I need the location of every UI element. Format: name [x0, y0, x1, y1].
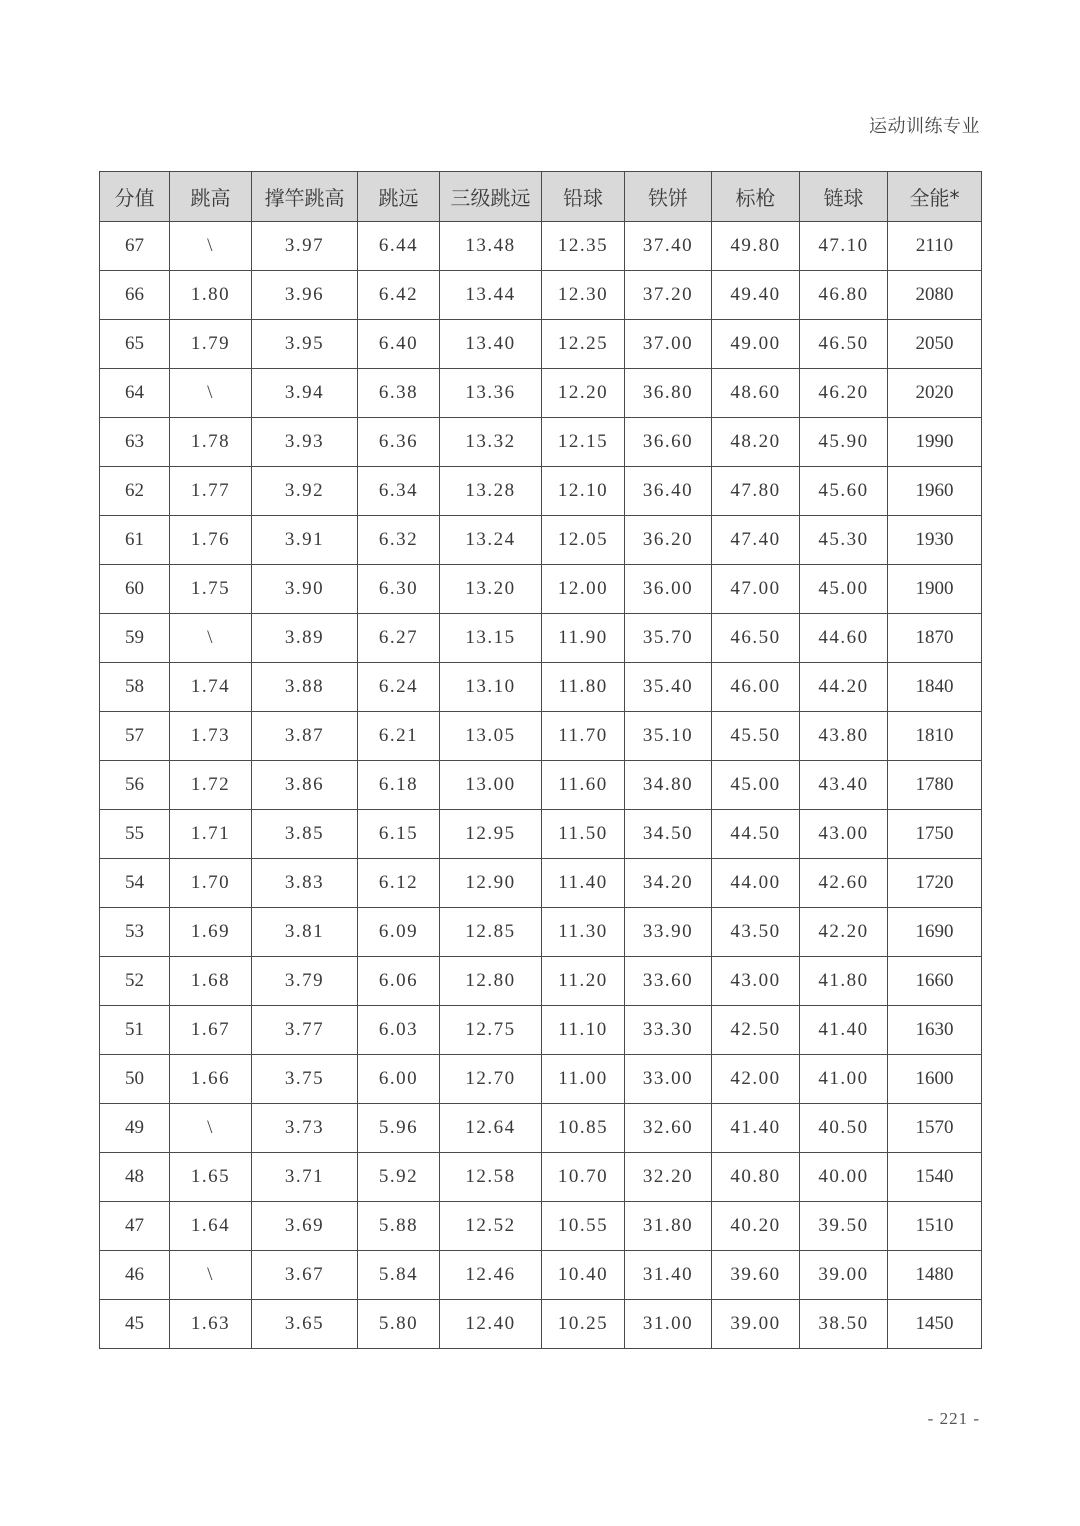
- cell-score: 48: [100, 1153, 170, 1202]
- cell-pole-vault: 3.85: [252, 810, 358, 859]
- cell-javelin: 39.00: [712, 1300, 800, 1349]
- cell-hammer: 40.50: [800, 1104, 888, 1153]
- cell-high-jump: 1.65: [170, 1153, 252, 1202]
- cell-long-jump: 5.84: [358, 1251, 440, 1300]
- cell-shot-put: 11.60: [542, 761, 625, 810]
- column-header-javelin: 标枪: [712, 172, 800, 222]
- running-header-title: 运动训练专业: [869, 116, 980, 137]
- cell-shot-put: 12.20: [542, 369, 625, 418]
- cell-shot-put: 12.30: [542, 271, 625, 320]
- cell-long-jump: 6.09: [358, 908, 440, 957]
- cell-javelin: 47.00: [712, 565, 800, 614]
- cell-combined-events: 1720: [888, 859, 982, 908]
- cell-combined-events: 1450: [888, 1300, 982, 1349]
- table-row: [100, 1300, 982, 1349]
- cell-triple-jump: 13.05: [440, 712, 542, 761]
- cell-long-jump: 6.12: [358, 859, 440, 908]
- cell-combined-events: 1900: [888, 565, 982, 614]
- cell-combined-events: 1780: [888, 761, 982, 810]
- cell-long-jump: 6.21: [358, 712, 440, 761]
- table-row: [100, 222, 982, 271]
- cell-hammer: 38.50: [800, 1300, 888, 1349]
- cell-score: 60: [100, 565, 170, 614]
- table-row: [100, 1006, 982, 1055]
- cell-hammer: 39.00: [800, 1251, 888, 1300]
- cell-score: 45: [100, 1300, 170, 1349]
- cell-discus: 36.60: [625, 418, 712, 467]
- cell-long-jump: 6.30: [358, 565, 440, 614]
- table-row: [100, 908, 982, 957]
- cell-javelin: 41.40: [712, 1104, 800, 1153]
- cell-pole-vault: 3.71: [252, 1153, 358, 1202]
- cell-long-jump: 6.15: [358, 810, 440, 859]
- cell-high-jump: 1.75: [170, 565, 252, 614]
- cell-javelin: 39.60: [712, 1251, 800, 1300]
- table-row: [100, 1104, 982, 1153]
- cell-discus: 37.00: [625, 320, 712, 369]
- cell-combined-events: 1510: [888, 1202, 982, 1251]
- cell-long-jump: 6.44: [358, 222, 440, 271]
- cell-hammer: 41.80: [800, 957, 888, 1006]
- cell-pole-vault: 3.87: [252, 712, 358, 761]
- cell-long-jump: 6.32: [358, 516, 440, 565]
- cell-long-jump: 6.38: [358, 369, 440, 418]
- cell-pole-vault: 3.86: [252, 761, 358, 810]
- cell-discus: 31.00: [625, 1300, 712, 1349]
- cell-long-jump: 5.80: [358, 1300, 440, 1349]
- cell-javelin: 40.20: [712, 1202, 800, 1251]
- cell-combined-events: 1810: [888, 712, 982, 761]
- cell-pole-vault: 3.88: [252, 663, 358, 712]
- cell-shot-put: 11.30: [542, 908, 625, 957]
- cell-pole-vault: 3.75: [252, 1055, 358, 1104]
- table-row: [100, 1055, 982, 1104]
- cell-javelin: 49.40: [712, 271, 800, 320]
- cell-javelin: 47.40: [712, 516, 800, 565]
- cell-pole-vault: 3.95: [252, 320, 358, 369]
- cell-shot-put: 12.35: [542, 222, 625, 271]
- header-row: [100, 172, 982, 222]
- cell-high-jump: 1.77: [170, 467, 252, 516]
- table-row: [100, 712, 982, 761]
- cell-shot-put: 11.50: [542, 810, 625, 859]
- cell-shot-put: 11.10: [542, 1006, 625, 1055]
- cell-long-jump: 6.27: [358, 614, 440, 663]
- cell-hammer: 44.60: [800, 614, 888, 663]
- cell-pole-vault: 3.73: [252, 1104, 358, 1153]
- cell-shot-put: 11.20: [542, 957, 625, 1006]
- cell-score: 66: [100, 271, 170, 320]
- cell-long-jump: 5.92: [358, 1153, 440, 1202]
- cell-long-jump: 5.88: [358, 1202, 440, 1251]
- cell-hammer: 44.20: [800, 663, 888, 712]
- cell-shot-put: 11.70: [542, 712, 625, 761]
- cell-high-jump: \: [170, 614, 252, 663]
- cell-triple-jump: 12.64: [440, 1104, 542, 1153]
- cell-discus: 33.90: [625, 908, 712, 957]
- cell-combined-events: 1540: [888, 1153, 982, 1202]
- table-row: [100, 859, 982, 908]
- cell-hammer: 42.60: [800, 859, 888, 908]
- cell-triple-jump: 12.52: [440, 1202, 542, 1251]
- cell-triple-jump: 12.58: [440, 1153, 542, 1202]
- cell-shot-put: 11.00: [542, 1055, 625, 1104]
- table-row: [100, 418, 982, 467]
- cell-discus: 36.80: [625, 369, 712, 418]
- cell-hammer: 41.00: [800, 1055, 888, 1104]
- cell-score: 67: [100, 222, 170, 271]
- cell-pole-vault: 3.77: [252, 1006, 358, 1055]
- cell-triple-jump: 13.32: [440, 418, 542, 467]
- cell-long-jump: 6.42: [358, 271, 440, 320]
- cell-pole-vault: 3.90: [252, 565, 358, 614]
- cell-long-jump: 6.03: [358, 1006, 440, 1055]
- cell-long-jump: 6.06: [358, 957, 440, 1006]
- cell-score: 57: [100, 712, 170, 761]
- cell-combined-events: 2020: [888, 369, 982, 418]
- cell-discus: 36.00: [625, 565, 712, 614]
- cell-triple-jump: 13.10: [440, 663, 542, 712]
- cell-pole-vault: 3.69: [252, 1202, 358, 1251]
- cell-triple-jump: 13.24: [440, 516, 542, 565]
- cell-combined-events: 1960: [888, 467, 982, 516]
- table-row: [100, 810, 982, 859]
- cell-long-jump: 6.36: [358, 418, 440, 467]
- cell-pole-vault: 3.81: [252, 908, 358, 957]
- cell-combined-events: 2050: [888, 320, 982, 369]
- cell-hammer: 43.40: [800, 761, 888, 810]
- cell-combined-events: 1480: [888, 1251, 982, 1300]
- cell-hammer: 43.80: [800, 712, 888, 761]
- cell-hammer: 46.50: [800, 320, 888, 369]
- cell-shot-put: 12.05: [542, 516, 625, 565]
- cell-discus: 34.20: [625, 859, 712, 908]
- cell-discus: 35.70: [625, 614, 712, 663]
- column-header-long-jump: 跳远: [358, 172, 440, 222]
- cell-high-jump: 1.76: [170, 516, 252, 565]
- cell-discus: 34.80: [625, 761, 712, 810]
- table-row: [100, 1153, 982, 1202]
- cell-pole-vault: 3.79: [252, 957, 358, 1006]
- cell-triple-jump: 12.40: [440, 1300, 542, 1349]
- cell-high-jump: 1.66: [170, 1055, 252, 1104]
- cell-long-jump: 6.18: [358, 761, 440, 810]
- cell-discus: 33.00: [625, 1055, 712, 1104]
- cell-high-jump: 1.71: [170, 810, 252, 859]
- table-row: [100, 369, 982, 418]
- cell-javelin: 48.20: [712, 418, 800, 467]
- cell-pole-vault: 3.83: [252, 859, 358, 908]
- cell-score: 58: [100, 663, 170, 712]
- cell-score: 64: [100, 369, 170, 418]
- cell-long-jump: 6.00: [358, 1055, 440, 1104]
- cell-javelin: 45.00: [712, 761, 800, 810]
- column-header-shot-put: 铅球: [542, 172, 625, 222]
- cell-discus: 31.80: [625, 1202, 712, 1251]
- cell-long-jump: 6.34: [358, 467, 440, 516]
- cell-high-jump: 1.72: [170, 761, 252, 810]
- cell-combined-events: 1630: [888, 1006, 982, 1055]
- cell-combined-events: 1840: [888, 663, 982, 712]
- cell-score: 54: [100, 859, 170, 908]
- cell-high-jump: 1.74: [170, 663, 252, 712]
- cell-discus: 37.20: [625, 271, 712, 320]
- cell-shot-put: 12.10: [542, 467, 625, 516]
- cell-combined-events: 2080: [888, 271, 982, 320]
- cell-shot-put: 10.40: [542, 1251, 625, 1300]
- cell-hammer: 45.00: [800, 565, 888, 614]
- cell-score: 59: [100, 614, 170, 663]
- cell-pole-vault: 3.94: [252, 369, 358, 418]
- cell-pole-vault: 3.96: [252, 271, 358, 320]
- cell-score: 56: [100, 761, 170, 810]
- table-body: [100, 222, 982, 1349]
- cell-triple-jump: 12.90: [440, 859, 542, 908]
- cell-score: 46: [100, 1251, 170, 1300]
- cell-triple-jump: 13.48: [440, 222, 542, 271]
- cell-hammer: 41.40: [800, 1006, 888, 1055]
- table-row: [100, 957, 982, 1006]
- cell-high-jump: 1.63: [170, 1300, 252, 1349]
- cell-high-jump: 1.67: [170, 1006, 252, 1055]
- cell-high-jump: \: [170, 1251, 252, 1300]
- cell-shot-put: 11.90: [542, 614, 625, 663]
- cell-high-jump: 1.78: [170, 418, 252, 467]
- cell-shot-put: 12.25: [542, 320, 625, 369]
- cell-pole-vault: 3.97: [252, 222, 358, 271]
- cell-combined-events: 1870: [888, 614, 982, 663]
- cell-javelin: 42.00: [712, 1055, 800, 1104]
- cell-high-jump: 1.73: [170, 712, 252, 761]
- table-row: [100, 565, 982, 614]
- cell-pole-vault: 3.67: [252, 1251, 358, 1300]
- cell-discus: 32.20: [625, 1153, 712, 1202]
- cell-discus: 34.50: [625, 810, 712, 859]
- cell-javelin: 43.00: [712, 957, 800, 1006]
- cell-javelin: 45.50: [712, 712, 800, 761]
- cell-high-jump: \: [170, 222, 252, 271]
- cell-score: 47: [100, 1202, 170, 1251]
- column-header-high-jump: 跳高: [170, 172, 252, 222]
- cell-score: 49: [100, 1104, 170, 1153]
- cell-triple-jump: 12.95: [440, 810, 542, 859]
- cell-shot-put: 11.80: [542, 663, 625, 712]
- cell-high-jump: \: [170, 369, 252, 418]
- cell-javelin: 49.80: [712, 222, 800, 271]
- column-header-discus: 铁饼: [625, 172, 712, 222]
- column-header-score: 分值: [100, 172, 170, 222]
- cell-combined-events: 1750: [888, 810, 982, 859]
- cell-hammer: 46.80: [800, 271, 888, 320]
- table-row: [100, 614, 982, 663]
- column-header-hammer: 链球: [800, 172, 888, 222]
- cell-triple-jump: 12.46: [440, 1251, 542, 1300]
- cell-shot-put: 10.25: [542, 1300, 625, 1349]
- cell-score: 50: [100, 1055, 170, 1104]
- cell-combined-events: 1570: [888, 1104, 982, 1153]
- cell-triple-jump: 13.36: [440, 369, 542, 418]
- cell-combined-events: 1600: [888, 1055, 982, 1104]
- cell-combined-events: 1690: [888, 908, 982, 957]
- cell-discus: 33.60: [625, 957, 712, 1006]
- cell-discus: 36.20: [625, 516, 712, 565]
- cell-triple-jump: 13.15: [440, 614, 542, 663]
- cell-high-jump: 1.69: [170, 908, 252, 957]
- cell-score: 51: [100, 1006, 170, 1055]
- cell-long-jump: 5.96: [358, 1104, 440, 1153]
- cell-score: 53: [100, 908, 170, 957]
- cell-score: 61: [100, 516, 170, 565]
- cell-long-jump: 6.24: [358, 663, 440, 712]
- cell-triple-jump: 13.44: [440, 271, 542, 320]
- cell-javelin: 40.80: [712, 1153, 800, 1202]
- cell-shot-put: 10.85: [542, 1104, 625, 1153]
- cell-javelin: 48.60: [712, 369, 800, 418]
- cell-javelin: 46.50: [712, 614, 800, 663]
- cell-discus: 37.40: [625, 222, 712, 271]
- cell-high-jump: \: [170, 1104, 252, 1153]
- cell-combined-events: 1930: [888, 516, 982, 565]
- cell-javelin: 47.80: [712, 467, 800, 516]
- cell-triple-jump: 13.00: [440, 761, 542, 810]
- score-standards-table: [99, 171, 982, 1349]
- cell-discus: 31.40: [625, 1251, 712, 1300]
- cell-triple-jump: 12.80: [440, 957, 542, 1006]
- cell-pole-vault: 3.91: [252, 516, 358, 565]
- cell-combined-events: 2110: [888, 222, 982, 271]
- cell-hammer: 47.10: [800, 222, 888, 271]
- cell-hammer: 39.50: [800, 1202, 888, 1251]
- cell-discus: 35.10: [625, 712, 712, 761]
- cell-score: 65: [100, 320, 170, 369]
- cell-score: 62: [100, 467, 170, 516]
- cell-shot-put: 10.70: [542, 1153, 625, 1202]
- cell-triple-jump: 13.28: [440, 467, 542, 516]
- cell-high-jump: 1.68: [170, 957, 252, 1006]
- cell-javelin: 49.00: [712, 320, 800, 369]
- cell-hammer: 40.00: [800, 1153, 888, 1202]
- cell-triple-jump: 12.70: [440, 1055, 542, 1104]
- cell-long-jump: 6.40: [358, 320, 440, 369]
- table-row: [100, 271, 982, 320]
- table-row: [100, 467, 982, 516]
- table-row: [100, 320, 982, 369]
- cell-discus: 36.40: [625, 467, 712, 516]
- cell-pole-vault: 3.92: [252, 467, 358, 516]
- cell-discus: 35.40: [625, 663, 712, 712]
- page-number: - 221 -: [927, 1409, 980, 1428]
- cell-shot-put: 11.40: [542, 859, 625, 908]
- cell-high-jump: 1.80: [170, 271, 252, 320]
- cell-hammer: 45.90: [800, 418, 888, 467]
- column-header-triple-jump: 三级跳远: [440, 172, 542, 222]
- cell-hammer: 42.20: [800, 908, 888, 957]
- cell-shot-put: 10.55: [542, 1202, 625, 1251]
- table-row: [100, 516, 982, 565]
- table-row: [100, 761, 982, 810]
- cell-high-jump: 1.64: [170, 1202, 252, 1251]
- cell-hammer: 43.00: [800, 810, 888, 859]
- cell-javelin: 43.50: [712, 908, 800, 957]
- cell-shot-put: 12.15: [542, 418, 625, 467]
- cell-triple-jump: 12.85: [440, 908, 542, 957]
- cell-javelin: 44.50: [712, 810, 800, 859]
- cell-discus: 32.60: [625, 1104, 712, 1153]
- cell-high-jump: 1.70: [170, 859, 252, 908]
- cell-triple-jump: 13.20: [440, 565, 542, 614]
- cell-score: 52: [100, 957, 170, 1006]
- cell-pole-vault: 3.89: [252, 614, 358, 663]
- cell-score: 63: [100, 418, 170, 467]
- cell-hammer: 45.30: [800, 516, 888, 565]
- cell-javelin: 44.00: [712, 859, 800, 908]
- cell-hammer: 45.60: [800, 467, 888, 516]
- cell-hammer: 46.20: [800, 369, 888, 418]
- cell-javelin: 42.50: [712, 1006, 800, 1055]
- cell-javelin: 46.00: [712, 663, 800, 712]
- cell-triple-jump: 13.40: [440, 320, 542, 369]
- column-header-pole-vault: 撑竿跳高: [252, 172, 358, 222]
- cell-shot-put: 12.00: [542, 565, 625, 614]
- cell-pole-vault: 3.93: [252, 418, 358, 467]
- table-row: [100, 663, 982, 712]
- cell-combined-events: 1660: [888, 957, 982, 1006]
- cell-pole-vault: 3.65: [252, 1300, 358, 1349]
- table-row: [100, 1202, 982, 1251]
- cell-combined-events: 1990: [888, 418, 982, 467]
- column-header-combined-events: 全能*: [888, 172, 982, 222]
- cell-high-jump: 1.79: [170, 320, 252, 369]
- cell-score: 55: [100, 810, 170, 859]
- cell-triple-jump: 12.75: [440, 1006, 542, 1055]
- cell-discus: 33.30: [625, 1006, 712, 1055]
- table-row: [100, 1251, 982, 1300]
- table-header: [100, 172, 982, 222]
